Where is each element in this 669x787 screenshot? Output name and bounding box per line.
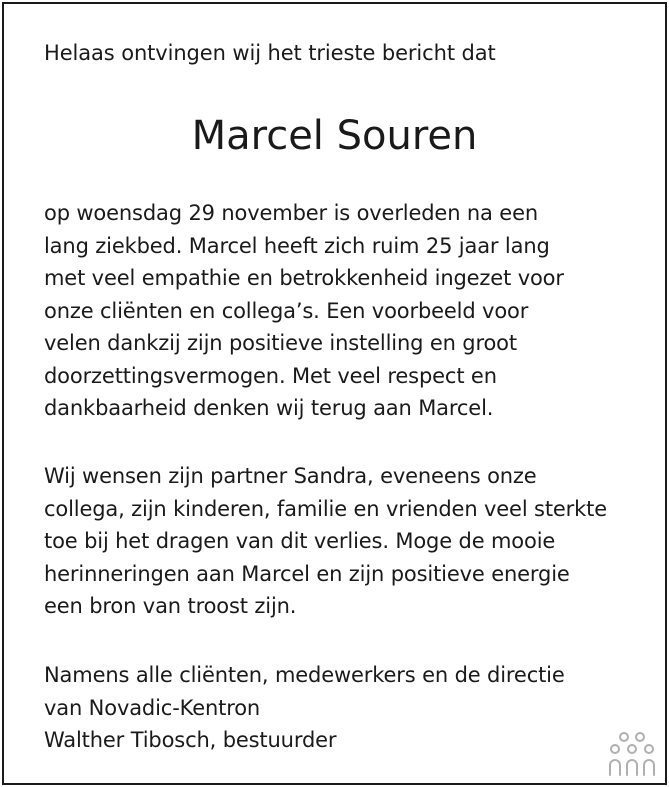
text-line: toe bij het dragen van dit verlies. Moge de mooie (44, 529, 556, 553)
text-line: met veel empathie en betrokkenheid ingezet voor (44, 266, 564, 290)
text-line: een bron van troost zijn. (44, 594, 297, 618)
text-line: onze cliënten en collega’s. Een voorbeeld voor (44, 298, 529, 323)
intro-line: Helaas ontvingen wij het trieste bericht dat (44, 41, 496, 65)
signature-line: van Novadic-Kentron (44, 695, 261, 720)
text-line: collega, zijn kinderen, familie en vrienden veel sterkte (44, 496, 608, 521)
text-line: doorzettingsvermogen. Met veel respect en (44, 363, 497, 388)
group-of-people-icon (607, 731, 657, 777)
text-line: lang ziekbed. Marcel heeft zich ruim 25 jaar lang (44, 233, 550, 258)
condolence-paragraph (44, 460, 607, 623)
signature-line: Walther Tibosch, bestuurder (44, 728, 337, 752)
deceased-name: Marcel Souren (191, 113, 478, 159)
obituary-notice (2, 2, 667, 785)
text-line: velen dankzij zijn positieve instelling en groot (44, 331, 517, 355)
signature-line: Namens alle cliënten, medewerkers en de directie (44, 663, 565, 687)
text-line: op woensdag 29 november is overleden na een (44, 201, 538, 225)
text-line: Wij wensen zijn partner Sandra, eveneens onze (44, 464, 537, 488)
text-line: dankbaarheid denken wij terug aan Marcel. (44, 396, 494, 420)
signature-block (44, 659, 565, 757)
announcement-paragraph (44, 197, 564, 425)
text-line: herinneringen aan Marcel en zijn positieve energie (44, 561, 570, 586)
